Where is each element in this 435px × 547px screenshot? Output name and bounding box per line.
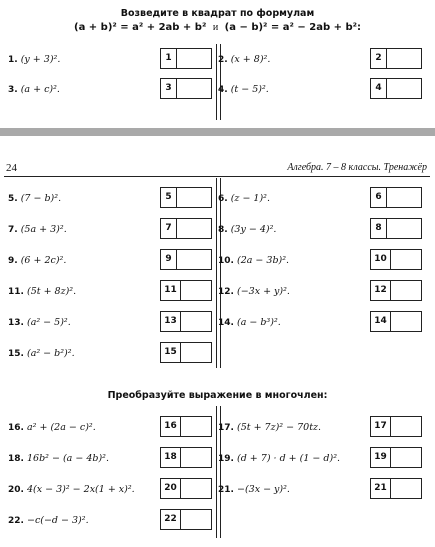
upper-page xyxy=(0,0,435,128)
formula-conjunction: и xyxy=(212,22,219,33)
task-8: 8. (3y − 4)². xyxy=(218,224,277,235)
answer-box-number: 3 xyxy=(161,79,177,98)
section-header: Преобразуйте выражение в многочлен: xyxy=(107,390,328,401)
answer-box-14[interactable] xyxy=(370,311,422,332)
answer-box-12[interactable] xyxy=(370,280,422,301)
answer-box-number: 9 xyxy=(161,250,177,269)
answer-box-21[interactable] xyxy=(370,478,422,499)
answer-box-2[interactable] xyxy=(370,48,422,69)
task-9: 9. (6 + 2c)². xyxy=(8,255,67,266)
task-21: 21. −(3x − y)². xyxy=(218,484,290,495)
task-14: 14. (a − b³)². xyxy=(218,317,281,328)
answer-box-number: 8 xyxy=(371,219,387,238)
page-number: 24 xyxy=(6,162,17,174)
answer-box-number: 14 xyxy=(371,312,391,331)
column-divider xyxy=(216,178,221,368)
answer-box-number: 11 xyxy=(161,281,181,300)
task-18: 18. 16b² − (a − 4b)². xyxy=(8,453,109,464)
task-19: 19. (d + 7) · d + (1 − d)². xyxy=(218,453,341,464)
page-separator xyxy=(0,128,435,136)
answer-box-19[interactable] xyxy=(370,447,422,468)
answer-box-number: 2 xyxy=(371,49,387,68)
answer-box-18[interactable] xyxy=(160,447,212,468)
answer-box-11[interactable] xyxy=(160,280,212,301)
task-22: 22. −c(−d − 3)². xyxy=(8,515,89,526)
lower-page xyxy=(0,150,435,547)
answer-box-10[interactable] xyxy=(370,249,422,270)
answer-box-number: 10 xyxy=(371,250,391,269)
task-2: 2. (x + 8)². xyxy=(218,54,271,65)
answer-box-number: 17 xyxy=(371,417,391,436)
task-7: 7. (5a + 3)². xyxy=(8,224,67,235)
answer-box-number: 7 xyxy=(161,219,177,238)
answer-box-4[interactable] xyxy=(370,78,422,99)
answer-box-number: 13 xyxy=(161,312,181,331)
formula-line xyxy=(0,22,435,33)
task-6: 6. (z − 1)². xyxy=(218,193,271,204)
answer-box-3[interactable] xyxy=(160,78,212,99)
task-1: 1. (y + 3)². xyxy=(8,54,61,65)
answer-box-9[interactable] xyxy=(160,249,212,270)
task-16: 16. a² + (2a − c)². xyxy=(8,422,96,433)
formula-difference-square: (a − b)² = a² − 2ab + b²: xyxy=(224,22,361,33)
answer-box-number: 18 xyxy=(161,448,181,467)
task-11: 11. (5t + 8z)². xyxy=(8,286,77,297)
task-12: 12. (−3x + y)². xyxy=(218,286,290,297)
answer-box-number: 4 xyxy=(371,79,387,98)
answer-box-7[interactable] xyxy=(160,218,212,239)
task-4: 4. (t − 5)². xyxy=(218,84,269,95)
answer-box-5[interactable] xyxy=(160,187,212,208)
formula-sum-square: (a + b)² = a² + 2ab + b² xyxy=(74,22,207,33)
task-5: 5. (7 − b)². xyxy=(8,193,62,204)
answer-box-16[interactable] xyxy=(160,416,212,437)
running-head: Алгебра. 7 – 8 классы. Тренажёр xyxy=(287,162,427,173)
task-17: 17. (5t + 7z)² − 70tz. xyxy=(218,422,322,433)
answer-box-number: 21 xyxy=(371,479,391,498)
task-13: 13. (a² − 5)². xyxy=(8,317,71,328)
answer-box-number: 19 xyxy=(371,448,391,467)
answer-box-13[interactable] xyxy=(160,311,212,332)
task-15: 15. (a² − b²)². xyxy=(8,348,75,359)
answer-box-6[interactable] xyxy=(370,187,422,208)
exercise-header: Возведите в квадрат по формулам xyxy=(120,8,315,19)
task-20: 20. 4(x − 3)² − 2x(1 + x)². xyxy=(8,484,135,495)
answer-box-17[interactable] xyxy=(370,416,422,437)
answer-box-number: 1 xyxy=(161,49,177,68)
answer-box-22[interactable] xyxy=(160,509,212,530)
answer-box-number: 6 xyxy=(371,188,387,207)
header-rule xyxy=(4,176,430,177)
answer-box-15[interactable] xyxy=(160,342,212,363)
task-3: 3. (a + c)². xyxy=(8,84,60,95)
answer-box-20[interactable] xyxy=(160,478,212,499)
answer-box-number: 16 xyxy=(161,417,181,436)
answer-box-number: 22 xyxy=(161,510,181,529)
answer-box-1[interactable] xyxy=(160,48,212,69)
answer-box-number: 5 xyxy=(161,188,177,207)
answer-box-number: 12 xyxy=(371,281,391,300)
task-10: 10. (2a − 3b)². xyxy=(218,255,290,266)
answer-box-8[interactable] xyxy=(370,218,422,239)
answer-box-number: 15 xyxy=(161,343,181,362)
answer-box-number: 20 xyxy=(161,479,181,498)
